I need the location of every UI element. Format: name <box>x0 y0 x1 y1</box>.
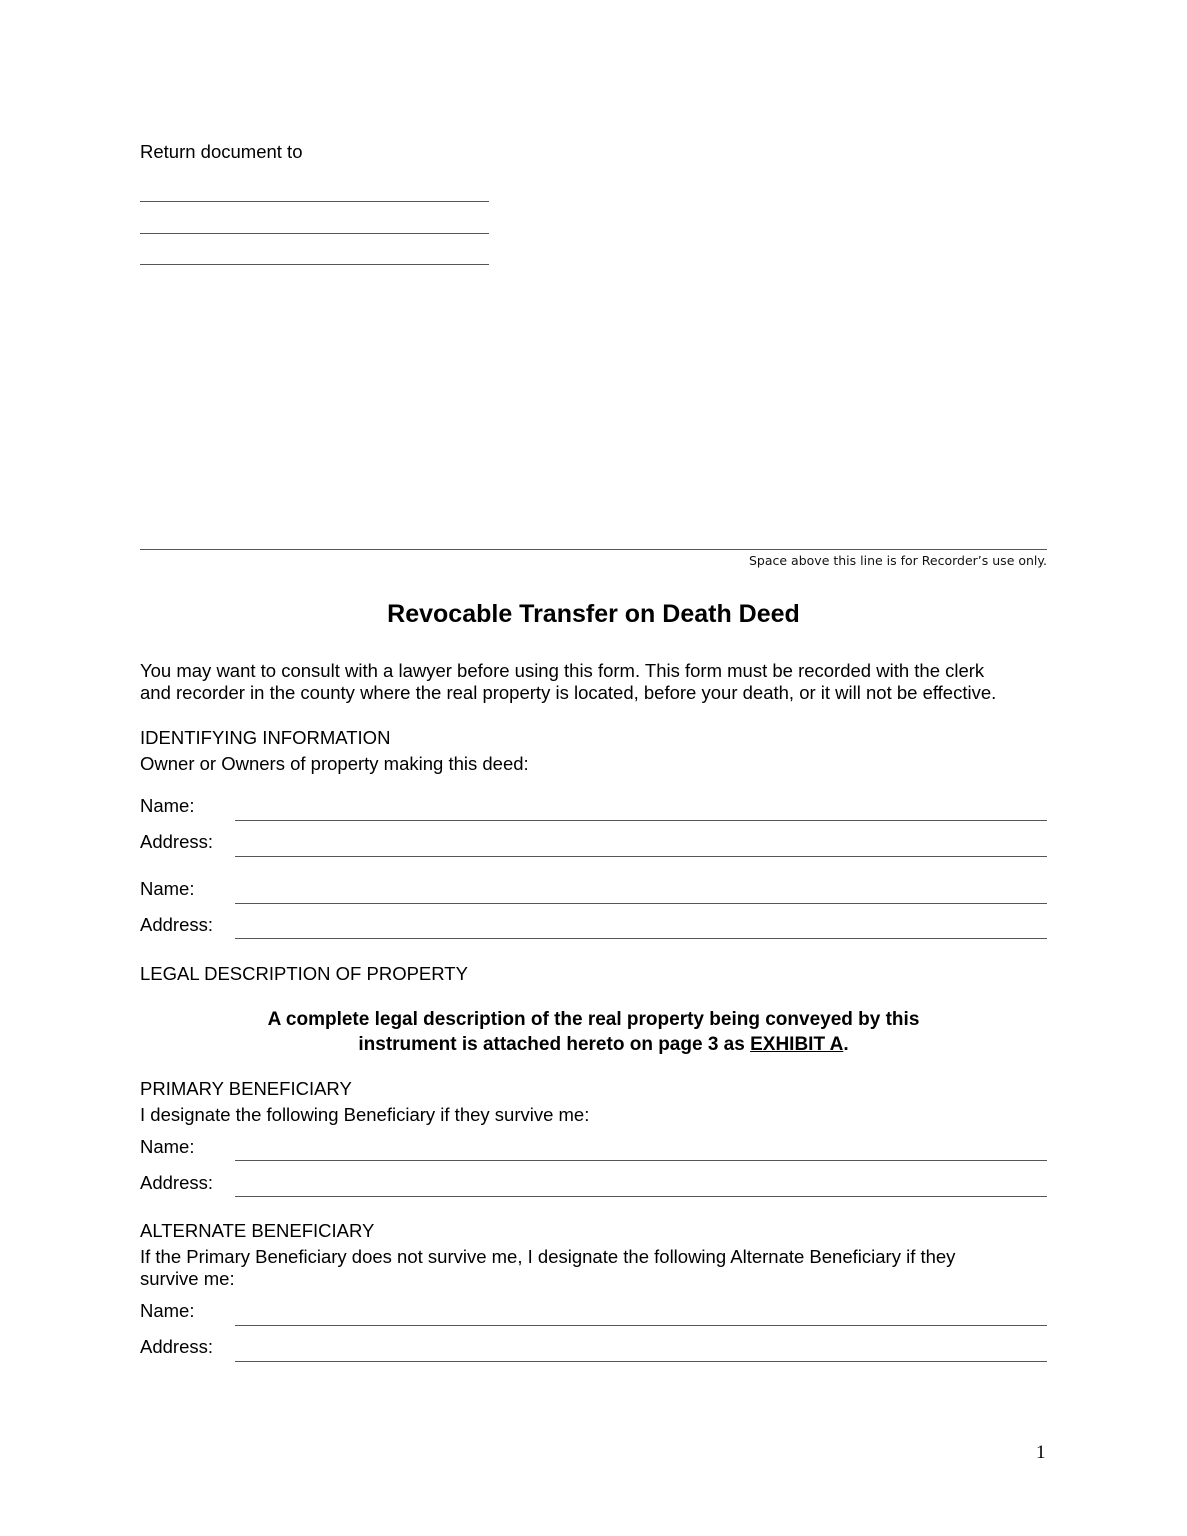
intro-line-2: and recorder in the county where the real property is located, before your death, or it will not be effective. <box>140 682 997 703</box>
legal-statement-prefix: instrument is attached hereto on page 3 as <box>358 1034 751 1055</box>
alternate-address-field[interactable] <box>235 1361 1047 1362</box>
return-address-line-1[interactable] <box>140 201 489 202</box>
intro-line-1: You may want to consult with a lawyer before using this form. This form must be recorded with the clerk <box>140 660 985 681</box>
legal-statement-line-2 <box>150 1033 1057 1057</box>
exhibit-a-reference: EXHIBIT A <box>750 1034 844 1055</box>
owner-1-name-label: Name: <box>140 795 195 816</box>
legal-heading: LEGAL DESCRIPTION OF PROPERTY <box>140 963 468 984</box>
owner-1-address-field[interactable] <box>235 856 1047 857</box>
primary-name-label: Name: <box>140 1136 195 1157</box>
alternate-beneficiary-text-line-2: survive me: <box>140 1268 235 1289</box>
owner-2-name-field[interactable] <box>235 903 1047 904</box>
owner-2-name-label: Name: <box>140 878 195 899</box>
primary-beneficiary-text: I designate the following Beneficiary if they survive me: <box>140 1104 590 1125</box>
alternate-beneficiary-text-line-1: If the Primary Beneficiary does not survive me, I designate the following Alternate Beneficiary if they <box>140 1246 956 1267</box>
identifying-subheading: Owner or Owners of property making this deed: <box>140 753 529 774</box>
owner-1-address-label: Address: <box>140 831 214 852</box>
identifying-heading: IDENTIFYING INFORMATION <box>140 727 391 748</box>
document-title: Revocable Transfer on Death Deed <box>387 600 800 628</box>
legal-statement-line-1: A complete legal description of the real property being conveyed by this <box>267 1009 920 1030</box>
owner-2-address-field[interactable] <box>235 938 1047 939</box>
alternate-name-label: Name: <box>140 1300 195 1321</box>
owner-2-address-label: Address: <box>140 914 214 935</box>
return-document-label: Return document to <box>140 141 303 162</box>
legal-statement-suffix: . <box>843 1034 849 1055</box>
alternate-address-label: Address: <box>140 1336 214 1357</box>
alternate-name-field[interactable] <box>235 1325 1047 1326</box>
primary-name-field[interactable] <box>235 1160 1047 1161</box>
alternate-beneficiary-heading: ALTERNATE BENEFICIARY <box>140 1220 375 1241</box>
recorder-note: Space above this line is for Recorder’s use only. <box>748 553 1047 568</box>
primary-address-label: Address: <box>140 1172 214 1193</box>
owner-1-name-field[interactable] <box>235 820 1047 821</box>
return-address-line-2[interactable] <box>140 233 489 234</box>
recorder-divider <box>140 549 1047 550</box>
return-address-line-3[interactable] <box>140 264 489 265</box>
primary-beneficiary-heading: PRIMARY BENEFICIARY <box>140 1078 352 1099</box>
page-number: 1 <box>1036 1442 1046 1463</box>
primary-address-field[interactable] <box>235 1196 1047 1197</box>
